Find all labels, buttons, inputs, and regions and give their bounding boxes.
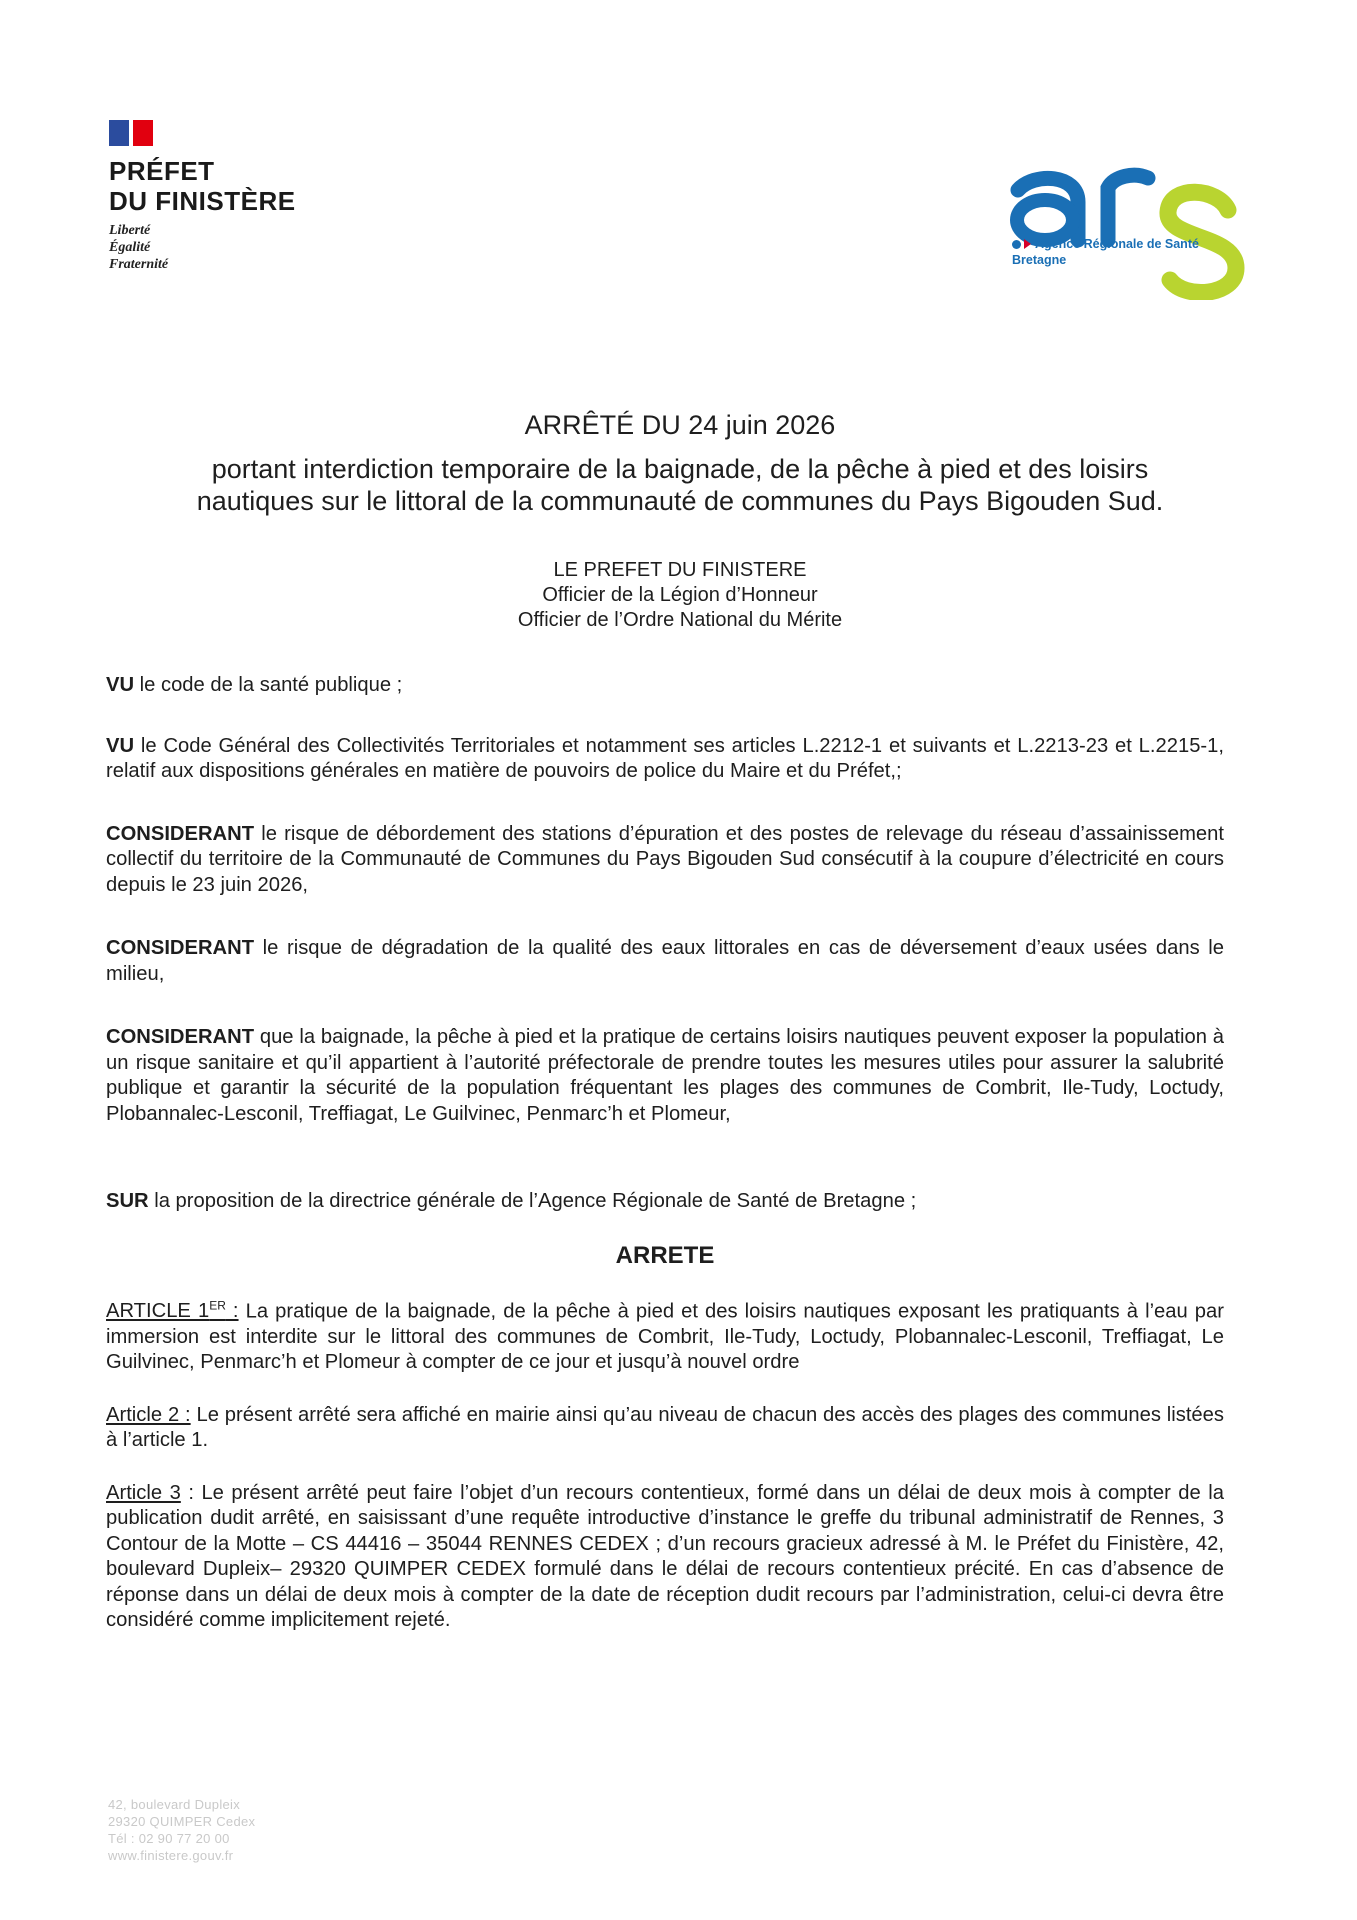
- article-3-label: Article 3: [106, 1481, 181, 1504]
- considerant-lead: CONSIDERANT: [106, 822, 255, 845]
- considerant-lead: CONSIDERANT: [106, 1026, 255, 1048]
- footer-line-1: 42, boulevard Dupleix: [108, 1797, 241, 1812]
- considerant-lead: CONSIDERANT: [106, 937, 255, 959]
- red-arrow-icon: [1024, 239, 1031, 249]
- motto-egalite: Égalité: [109, 240, 151, 255]
- motto-liberte: Liberté: [109, 223, 151, 238]
- authority-block: [105, 558, 1255, 633]
- visa-text: le code de la santé publique ;: [134, 674, 403, 696]
- article-1-superscript: ER: [209, 1298, 226, 1313]
- proposition-text: la proposition de la directrice générale de l’Agence Régionale de Santé de Bretagne ;: [148, 1190, 917, 1212]
- considerant-text: le risque de débordement des stations d’épuration et des postes de relevage du réseau d’assainissement collectif du territoire de la Communauté de Communes du Pays Bigouden Sud consécutif à la coupure d’électricité en cours depuis le 23 juin 2026,: [106, 822, 1224, 896]
- article-2-text: Le présent arrêté sera affiché en mairie ainsi qu’au niveau de chacun des accès des plages des communes listées à l’article 1.: [106, 1403, 1224, 1452]
- article-1-label: [106, 1300, 239, 1322]
- subtitle-line-2: nautiques sur le littoral de la communauté de communes du Pays Bigouden Sud.: [196, 486, 1164, 516]
- article-3: [106, 1481, 1224, 1634]
- ars-caption: [1012, 236, 1199, 268]
- arrete-heading: ARRETE: [615, 1241, 715, 1269]
- blue-dot-icon: [1012, 240, 1021, 249]
- considerant-paragraph: [106, 936, 1224, 987]
- ars-agency-name: Agence Régionale de Santé: [1035, 237, 1199, 251]
- republic-motto: [109, 222, 296, 273]
- considerant-text: que la baignade, la pêche à pied et la pratique de certains loisirs nautiques peuvent exposer la population à un risque sanitaire et qu’il appartient à l’autorité préfectorale de prendre toutes les mesures utiles pour assurer la salubrité publique et garantir la sécurité de la population fréquentant les plages des communes de Combrit, Ile-Tudy, Loctudy, Plobannalec-Lesconil, Treffiagat, Le Guilvinec, Penmarc’h et Plomeur,: [106, 1026, 1224, 1125]
- authority-line-3: Officier de l’Ordre National du Mérite: [517, 609, 843, 631]
- visa-paragraph: [106, 734, 1224, 785]
- visa-lead: VU: [106, 674, 135, 696]
- prefet-title-line2: DU FINISTÈRE: [109, 186, 296, 216]
- article-3-text: : Le présent arrêté peut faire l’objet d’un recours contentieux, formé dans un délai de deux mois à compter de la publication dudit arrêté, en saisissant d’une requête introductive d’instance le greffe du tribunal administratif de Rennes, 3 Contour de la Motte – CS 44416 – 35044 RENNES CEDEX ; d’un recours gracieux adressé à M. le Préfet du Finistère, 42, boulevard Dupleix– 29320 QUIMPER CEDEX formulé dans le délai de recours contentieux précité. En cas d’absence de réponse dans un délai de deux mois à compter de la date de réception dudit recours par l’administration, celui-ci devra être considéré comme implicitement rejeté.: [106, 1481, 1224, 1632]
- prefet-title-line1: PRÉFET: [109, 156, 215, 186]
- visa-paragraph: [106, 673, 1224, 699]
- ars-logo: [1000, 150, 1245, 300]
- ars-region: Bretagne: [1012, 253, 1067, 267]
- article-1-text: La pratique de la baignade, de la pêche à pied et des loisirs nautiques exposant les pratiquants à l’eau par immersion est interdite sur le littoral des communes de Combrit, Ile-Tudy, Loctudy, Plobannalec-Lesconil, Treffiagat, Le Guilvinec, Penmarc’h et Plomeur à compter de ce jour et jusqu’à nouvel ordre: [106, 1300, 1224, 1374]
- visa-text: le Code Général des Collectivités Territoriales et notamment ses articles L.2212-1 et suivants et L.2213-23 et L.2215-1, relatif aux dispositions générales en matière de pouvoirs de police du Maire et du Préfet,;: [106, 734, 1224, 782]
- prefet-logo-block: [109, 120, 296, 273]
- article-1: [106, 1294, 1224, 1376]
- article-1-separator: :: [225, 1300, 239, 1323]
- subtitle-line-1: portant interdiction temporaire de la baignade, de la pêche à pied et des loisirs: [211, 454, 1149, 484]
- footer-address: [108, 1796, 255, 1864]
- motto-fraternite: Fraternité: [109, 257, 169, 272]
- article-2-label: Article 2 :: [106, 1403, 191, 1426]
- visa-lead: VU: [106, 734, 135, 757]
- proposition-paragraph: [106, 1189, 1224, 1215]
- document-subtitle: [105, 453, 1255, 517]
- authority-line-2: Officier de la Légion d’Honneur: [542, 584, 818, 606]
- document-title-block: [105, 407, 1255, 633]
- considerant-text: le risque de dégradation de la qualité des eaux littorales en cas de déversement d’eaux usées dans le milieu,: [106, 937, 1224, 985]
- authority-line-1: LE PREFET DU FINISTERE: [553, 559, 807, 581]
- document-title: ARRÊTÉ DU 24 juin 2026: [524, 410, 836, 440]
- article-2: [106, 1403, 1224, 1454]
- footer-line-4: www.finistere.gouv.fr: [108, 1848, 234, 1863]
- ars-logo-icon: [1000, 150, 1245, 300]
- considerant-paragraph: [106, 1025, 1224, 1127]
- article-1-label-text: ARTICLE 1: [106, 1300, 210, 1323]
- document-body: [106, 673, 1224, 1634]
- proposition-lead: SUR: [106, 1190, 149, 1212]
- considerant-paragraph: [106, 822, 1224, 899]
- french-flag-icon: [109, 120, 153, 146]
- footer-line-2: 29320 QUIMPER Cedex: [108, 1814, 256, 1829]
- footer-line-3: Tél : 02 90 77 20 00: [108, 1831, 230, 1846]
